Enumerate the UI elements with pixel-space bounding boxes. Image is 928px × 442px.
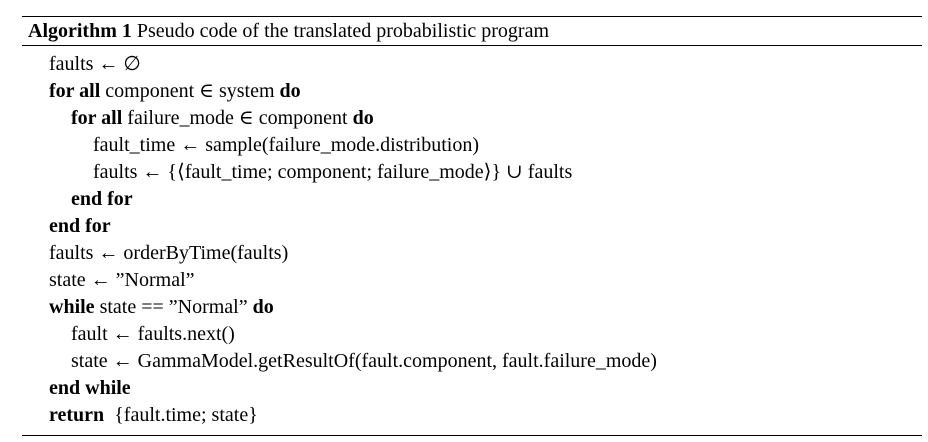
code-text: {fault.time; state} <box>104 404 258 426</box>
code-text: state ← ”Normal” <box>49 269 195 291</box>
code-line <box>22 186 922 213</box>
code-text: state ← GammaModel.getResultOf(fault.component, fault.failure_mode) <box>71 350 657 372</box>
code-line <box>22 132 922 159</box>
code-text: faults ← ∅ <box>49 53 141 75</box>
algorithm-body <box>22 46 922 435</box>
keyword: end while <box>49 377 131 399</box>
algorithm-caption <box>22 17 922 45</box>
caption-title: Pseudo code of the translated probabilistic program <box>136 20 549 42</box>
bottom-rule <box>22 435 922 436</box>
code-line <box>22 159 922 186</box>
keyword: do <box>352 107 374 129</box>
keyword: end for <box>49 215 111 237</box>
code-text: component ∈ system <box>100 80 280 102</box>
keyword: return <box>49 404 105 426</box>
code-line <box>22 267 922 294</box>
keyword: for all <box>49 80 101 102</box>
keyword: for all <box>71 107 123 129</box>
keyword: end for <box>71 188 133 210</box>
code-text: faults ← {⟨fault_time; component; failure_mode⟩} ∪ faults <box>93 161 573 183</box>
code-text: faults ← orderByTime(faults) <box>49 242 289 264</box>
keyword: do <box>279 80 301 102</box>
code-line <box>22 51 922 78</box>
code-line <box>22 78 922 105</box>
code-line <box>22 402 922 429</box>
code-text: state == ”Normal” <box>94 296 253 318</box>
caption-label: Algorithm 1 <box>28 20 132 42</box>
code-line <box>22 294 922 321</box>
algorithm-block <box>22 16 922 436</box>
code-line <box>22 213 922 240</box>
code-line <box>22 240 922 267</box>
keyword: while <box>49 296 95 318</box>
code-line <box>22 348 922 375</box>
code-line <box>22 321 922 348</box>
code-text: fault_time ← sample(failure_mode.distribution) <box>93 134 480 156</box>
keyword: do <box>252 296 274 318</box>
code-text: failure_mode ∈ component <box>122 107 353 129</box>
code-line <box>22 375 922 402</box>
code-text: fault ← faults.next() <box>71 323 235 345</box>
code-line <box>22 105 922 132</box>
